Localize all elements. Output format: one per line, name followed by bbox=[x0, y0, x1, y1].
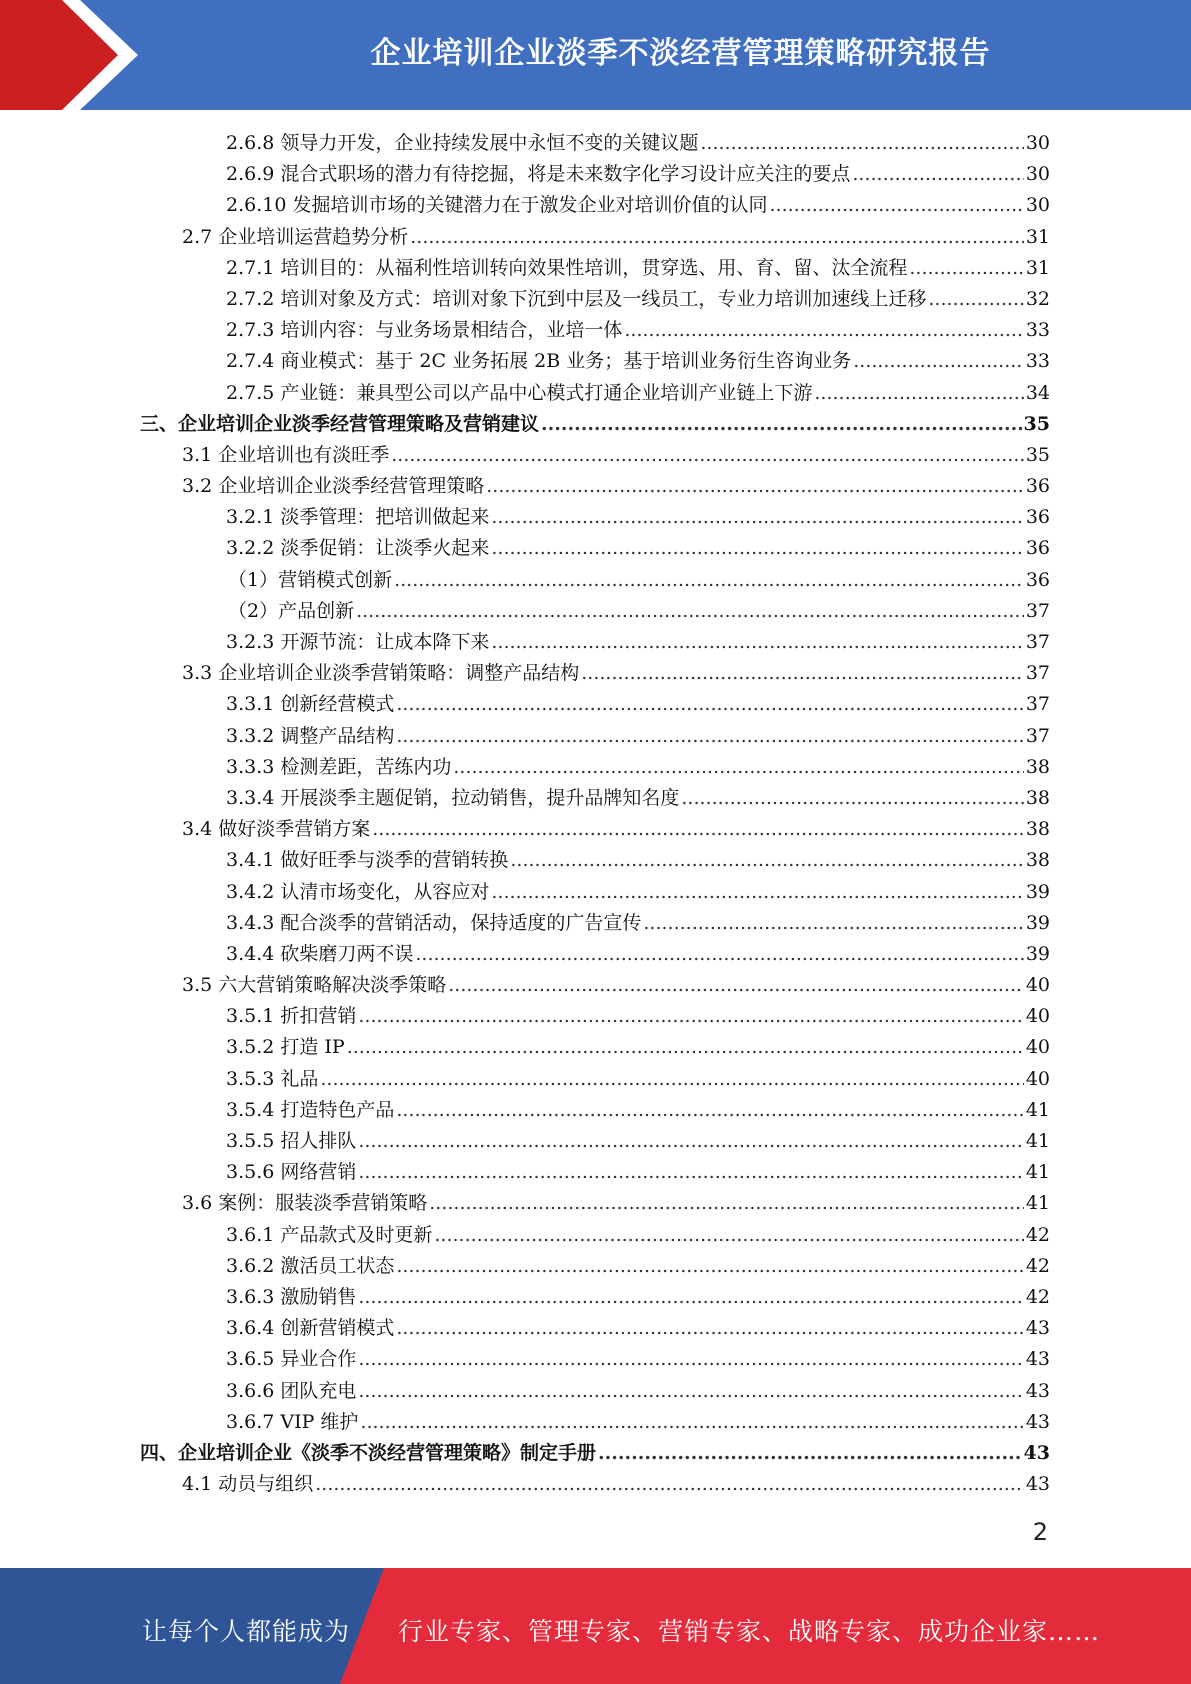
toc-entry-page: 43 bbox=[1025, 1348, 1050, 1371]
toc-entry-page: 43 bbox=[1025, 1317, 1050, 1340]
toc-entry-title: 3.5.5 招人排队 bbox=[226, 1130, 357, 1152]
toc-entry-page: 38 bbox=[1025, 818, 1050, 841]
toc-entry[interactable] bbox=[140, 1126, 1050, 1157]
toc-entry[interactable] bbox=[140, 1095, 1050, 1126]
page-header bbox=[0, 0, 1191, 110]
toc-entry-title: 2.7.2 培训对象及方式：培训对象下沉到中层及一线员工，专业力培训加速线上迁移 bbox=[226, 287, 927, 310]
toc-entry-page: 37 bbox=[1025, 724, 1050, 747]
toc-entry[interactable] bbox=[140, 565, 1050, 596]
toc-entry-title: 2.7.5 产业链：兼具型公司以产品中心模式打通企业培训产业链上下游 bbox=[226, 381, 813, 404]
toc-entry-title: 3.3 企业培训企业淡季营销策略：调整产品结构 bbox=[182, 662, 580, 685]
toc-entry[interactable] bbox=[140, 409, 1050, 440]
toc-entry-page: 34 bbox=[1025, 381, 1050, 404]
toc-dot-leader bbox=[347, 1032, 1024, 1063]
toc-entry-page: 35 bbox=[1023, 412, 1050, 435]
toc-entry-page: 38 bbox=[1025, 849, 1050, 872]
toc-entry-page: 38 bbox=[1025, 786, 1050, 809]
toc-entry-title: 3.1 企业培训也有淡旺季 bbox=[182, 443, 390, 466]
toc-entry-page: 31 bbox=[1025, 256, 1050, 279]
toc-entry[interactable] bbox=[140, 1251, 1050, 1282]
toc-entry-title: 四、企业培训企业《淡季不淡经营管理策略》制定手册 bbox=[140, 1441, 597, 1464]
toc-dot-leader bbox=[491, 502, 1023, 533]
toc-entry-title: （1）营销模式创新 bbox=[228, 568, 393, 591]
toc-entry-title: 3.2.1 淡季管理：把培训做起来 bbox=[226, 506, 490, 529]
toc-dot-leader bbox=[396, 689, 1023, 720]
toc-dot-leader bbox=[624, 315, 1023, 346]
toc-entry-page: 43 bbox=[1023, 1441, 1050, 1464]
toc-entry-title: 3.6.1 产品款式及时更新 bbox=[226, 1223, 433, 1246]
toc-dot-leader bbox=[394, 565, 1024, 596]
toc-entry-title: 3.6.6 团队充电 bbox=[226, 1379, 357, 1402]
toc-dot-leader bbox=[396, 721, 1023, 752]
toc-dot-leader bbox=[434, 1220, 1023, 1251]
toc-entry-title: 2.7 企业培训运营趋势分析 bbox=[182, 225, 409, 248]
toc-dot-leader bbox=[415, 939, 1023, 970]
toc-entry-title: 3.3.2 调整产品结构 bbox=[226, 724, 395, 747]
toc-entry-title: 3.5.6 网络营销 bbox=[226, 1161, 357, 1184]
toc-entry-title: 2.7.3 培训内容：与业务场景相结合，业培一体 bbox=[226, 319, 623, 342]
toc-dot-leader bbox=[320, 1064, 1023, 1095]
toc-entry-page: 40 bbox=[1025, 1005, 1050, 1028]
toc-entry[interactable] bbox=[140, 814, 1050, 845]
toc-dot-leader bbox=[681, 783, 1023, 814]
toc-entry-page: 43 bbox=[1025, 1473, 1050, 1496]
report-title: 企业培训企业淡季不淡经营管理策略研究报告 bbox=[370, 36, 991, 71]
toc-dot-leader bbox=[391, 440, 1024, 471]
toc-dot-leader bbox=[358, 1157, 1023, 1188]
toc-entry[interactable] bbox=[140, 689, 1050, 720]
toc-dot-leader bbox=[643, 908, 1023, 939]
toc-dot-leader bbox=[410, 222, 1024, 253]
toc-dot-leader bbox=[853, 346, 1024, 377]
toc-dot-leader bbox=[356, 596, 1024, 627]
toc-entry[interactable] bbox=[140, 159, 1050, 190]
header-chevron-decoration bbox=[0, 0, 180, 110]
toc-dot-leader bbox=[928, 284, 1023, 315]
toc-entry-page: 30 bbox=[1025, 132, 1050, 154]
toc-dot-leader bbox=[358, 1282, 1023, 1313]
toc-entry[interactable] bbox=[140, 1188, 1050, 1219]
toc-entry-title: 2.6.10 发掘培训市场的关键潜力在于激发企业对培训价值的认同 bbox=[226, 194, 768, 217]
toc-entry-title: 3.4 做好淡季营销方案 bbox=[182, 818, 371, 841]
toc-entry[interactable] bbox=[140, 284, 1050, 315]
toc-entry-page: 43 bbox=[1025, 1410, 1050, 1433]
toc-entry[interactable] bbox=[140, 1032, 1050, 1063]
toc-entry[interactable] bbox=[140, 1407, 1050, 1438]
toc-entry-page: 41 bbox=[1025, 1098, 1050, 1121]
toc-entry[interactable] bbox=[140, 939, 1050, 970]
footer-lead-text: 让每个人都能成为 bbox=[142, 1617, 351, 1646]
toc-entry[interactable] bbox=[140, 1001, 1050, 1032]
toc-entry[interactable] bbox=[140, 970, 1050, 1001]
toc-entry-title: 3.3.4 开展淡季主题促销，拉动销售，提升品牌知名度 bbox=[226, 786, 680, 809]
toc-entry-title: 3.4.1 做好旺季与淡季的营销转换 bbox=[226, 849, 509, 872]
toc-entry[interactable] bbox=[140, 190, 1050, 221]
toc-entry-page: 33 bbox=[1025, 319, 1050, 342]
toc-entry-title: 3.6.2 激活员工状态 bbox=[226, 1254, 395, 1277]
toc-entry-title: 3.6.3 激励销售 bbox=[226, 1285, 357, 1308]
toc-entry[interactable] bbox=[140, 1438, 1050, 1469]
toc-dot-leader bbox=[448, 970, 1024, 1001]
toc-entry[interactable] bbox=[140, 253, 1050, 284]
toc-entry-page: 41 bbox=[1025, 1130, 1050, 1152]
toc-dot-leader bbox=[358, 1376, 1023, 1407]
toc-entry-page: 31 bbox=[1025, 225, 1050, 248]
page-number: 2 bbox=[1032, 1518, 1048, 1546]
toc-entry-page: 40 bbox=[1025, 1067, 1050, 1090]
toc-entry[interactable] bbox=[140, 222, 1050, 253]
toc-entry-title: 3.6 案例：服装淡季营销策略 bbox=[182, 1192, 428, 1215]
toc-dot-leader bbox=[852, 159, 1023, 190]
toc-dot-leader bbox=[396, 1095, 1023, 1126]
toc-entry[interactable] bbox=[140, 502, 1050, 533]
toc-entry-page: 43 bbox=[1025, 1379, 1050, 1402]
toc-entry-title: 3.4.3 配合淡季的营销活动，保持适度的广告宣传 bbox=[226, 911, 642, 934]
toc-entry[interactable] bbox=[140, 721, 1050, 752]
toc-entry-page: 38 bbox=[1025, 755, 1050, 778]
toc-entry[interactable] bbox=[140, 908, 1050, 939]
toc-entry[interactable] bbox=[140, 752, 1050, 783]
toc-entry[interactable] bbox=[140, 877, 1050, 908]
page-footer bbox=[0, 1568, 1191, 1684]
toc-dot-leader bbox=[486, 471, 1024, 502]
toc-entry[interactable] bbox=[140, 440, 1050, 471]
toc-entry-page: 41 bbox=[1025, 1161, 1050, 1184]
toc-entry-page: 42 bbox=[1025, 1285, 1050, 1308]
toc-entry-title: 3.3.1 创新经营模式 bbox=[226, 693, 395, 716]
toc-dot-leader bbox=[372, 814, 1024, 845]
toc-entry-page: 36 bbox=[1025, 475, 1050, 498]
toc-dot-leader bbox=[396, 1313, 1023, 1344]
toc-entry[interactable] bbox=[140, 658, 1050, 689]
toc-entry[interactable] bbox=[140, 1157, 1050, 1188]
toc-entry-page: 36 bbox=[1025, 506, 1050, 529]
toc-entry-title: 3.5.2 打造 IP bbox=[226, 1036, 345, 1059]
toc-dot-leader bbox=[814, 378, 1023, 409]
toc-entry-page: 32 bbox=[1025, 287, 1050, 310]
toc-entry-page: 30 bbox=[1025, 194, 1050, 217]
toc-entry-title: 3.2.2 淡季促销：让淡季火起来 bbox=[226, 537, 490, 560]
toc-dot-leader bbox=[453, 752, 1023, 783]
toc-entry-page: 37 bbox=[1025, 662, 1050, 685]
toc-entry-title: 2.7.4 商业模式：基于 2C 业务拓展 2B 业务；基于培训业务衍生咨询业务 bbox=[226, 350, 852, 373]
toc-dot-leader bbox=[581, 658, 1024, 689]
toc-entry[interactable] bbox=[140, 128, 1050, 159]
toc-entry-title: 3.6.5 异业合作 bbox=[226, 1348, 357, 1371]
toc-entry-page: 30 bbox=[1025, 163, 1050, 186]
toc-dot-leader bbox=[510, 845, 1023, 876]
toc-entry-page: 36 bbox=[1025, 568, 1050, 591]
toc-entry-title: 3.6.7 VIP 维护 bbox=[226, 1410, 359, 1433]
toc-dot-leader bbox=[598, 1438, 1022, 1469]
toc-entry[interactable] bbox=[140, 533, 1050, 564]
footer-slogan: 行业专家、管理专家、营销专家、战略专家、成功企业家…… bbox=[398, 1617, 1101, 1646]
toc-entry-page: 37 bbox=[1025, 599, 1050, 622]
toc-entry-title: 4.1 动员与组织 bbox=[182, 1473, 314, 1496]
toc-entry[interactable] bbox=[140, 1469, 1050, 1500]
toc-entry-title: 2.7.1 培训目的：从福利性培训转向效果性培训，贯穿选、用、育、留、汰全流程 bbox=[226, 256, 908, 279]
toc-dot-leader bbox=[491, 627, 1023, 658]
toc-entry-title: 3.2 企业培训企业淡季经营管理策略 bbox=[182, 475, 485, 498]
toc-dot-leader bbox=[360, 1407, 1023, 1438]
toc-entry[interactable] bbox=[140, 1220, 1050, 1251]
toc-entry-title: 三、企业培训企业淡季经营管理策略及营销建议 bbox=[140, 412, 540, 435]
toc-entry-title: 2.6.8 领导力开发，企业持续发展中永恒不变的关键议题 bbox=[226, 132, 699, 154]
toc-entry-title: 3.2.3 开源节流：让成本降下来 bbox=[226, 631, 490, 653]
toc-entry[interactable] bbox=[140, 596, 1050, 627]
toc-entry-title: 2.6.9 混合式职场的潜力有待挖掘，将是未来数字化学习设计应关注的要点 bbox=[226, 163, 851, 186]
toc-entry-title: 3.5.1 折扣营销 bbox=[226, 1005, 357, 1028]
toc-entry-page: 42 bbox=[1025, 1254, 1050, 1277]
toc-entry-title: （2）产品创新 bbox=[228, 599, 355, 622]
toc-entry-title: 3.5.3 礼品 bbox=[226, 1067, 319, 1090]
toc-entry[interactable] bbox=[140, 315, 1050, 346]
toc-entry-title: 3.3.3 检测差距，苦练内功 bbox=[226, 755, 452, 778]
toc-dot-leader bbox=[358, 1001, 1023, 1032]
toc-entry-page: 37 bbox=[1025, 693, 1050, 716]
toc-dot-leader bbox=[396, 1251, 1023, 1282]
toc-entry-page: 36 bbox=[1025, 537, 1050, 560]
toc-dot-leader bbox=[315, 1469, 1024, 1500]
toc-entry-page: 40 bbox=[1025, 974, 1050, 997]
toc-entry-page: 33 bbox=[1025, 350, 1050, 373]
toc-entry-page: 39 bbox=[1025, 911, 1050, 934]
toc-entry-title: 3.4.2 认清市场变化，从容应对 bbox=[226, 880, 490, 903]
toc-entry[interactable] bbox=[140, 1064, 1050, 1095]
toc-entry[interactable] bbox=[140, 1376, 1050, 1407]
toc-entry[interactable] bbox=[140, 783, 1050, 814]
toc-entry-page: 41 bbox=[1025, 1192, 1050, 1215]
toc-entry[interactable] bbox=[140, 346, 1050, 377]
toc-dot-leader bbox=[541, 409, 1022, 440]
toc-entry-page: 35 bbox=[1025, 443, 1050, 466]
toc-entry-title: 3.5 六大营销策略解决淡季策略 bbox=[182, 974, 447, 997]
toc-dot-leader bbox=[429, 1188, 1024, 1219]
toc-dot-leader bbox=[358, 1126, 1023, 1157]
toc-entry-page: 40 bbox=[1025, 1036, 1050, 1059]
toc-dot-leader bbox=[491, 877, 1023, 908]
toc-dot-leader bbox=[769, 190, 1023, 221]
toc-entry-page: 39 bbox=[1025, 942, 1050, 965]
toc-entry[interactable] bbox=[140, 1282, 1050, 1313]
toc-dot-leader bbox=[491, 533, 1023, 564]
toc-entry-page: 37 bbox=[1025, 631, 1050, 653]
toc-entry[interactable] bbox=[140, 471, 1050, 502]
toc-dot-leader bbox=[909, 253, 1023, 284]
toc-entry[interactable] bbox=[140, 845, 1050, 876]
toc-entry-page: 42 bbox=[1025, 1223, 1050, 1246]
toc-entry[interactable] bbox=[140, 1313, 1050, 1344]
toc-entry-title: 3.5.4 打造特色产品 bbox=[226, 1098, 395, 1121]
toc-entry-page: 39 bbox=[1025, 880, 1050, 903]
toc-entry[interactable] bbox=[140, 1344, 1050, 1375]
toc-dot-leader bbox=[358, 1344, 1023, 1375]
toc-entry[interactable] bbox=[140, 627, 1050, 658]
table-of-contents bbox=[140, 128, 1050, 1500]
toc-entry-title: 3.4.4 砍柴磨刀两不误 bbox=[226, 942, 414, 965]
toc-entry[interactable] bbox=[140, 378, 1050, 409]
toc-dot-leader bbox=[700, 128, 1023, 159]
toc-entry-title: 3.6.4 创新营销模式 bbox=[226, 1317, 395, 1340]
